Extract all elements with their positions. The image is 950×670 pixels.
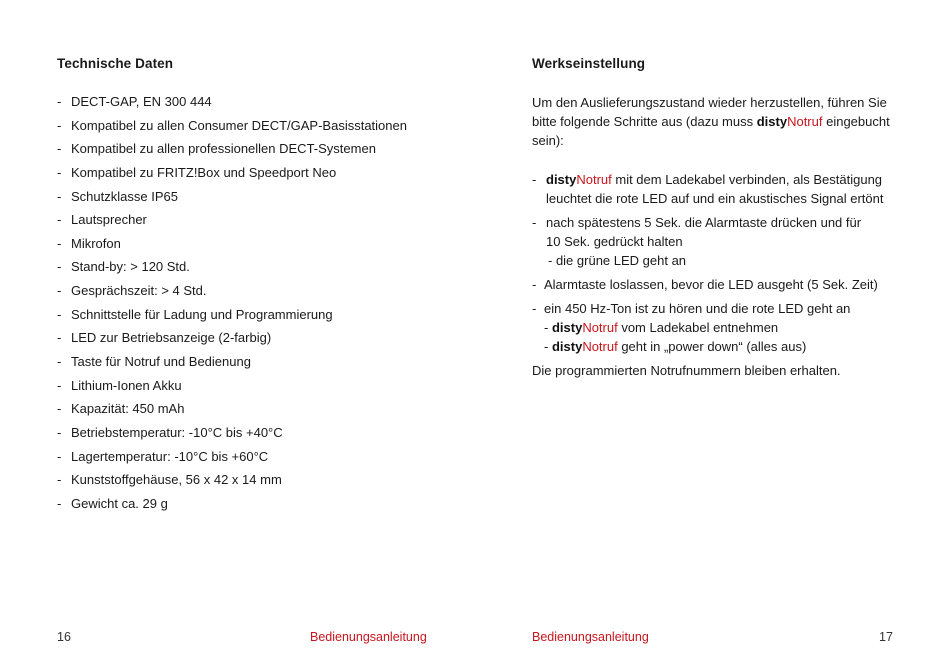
spec-item: [57, 140, 407, 164]
bullet-dash: -: [532, 301, 537, 316]
bullet-dash: -: [57, 117, 62, 133]
step-4-line-1: ein 450 Hz-Ton ist zu hören und die rote LED geht an: [544, 301, 851, 316]
spec-item: [57, 495, 407, 519]
step-1: [532, 170, 897, 208]
spec-item: [57, 258, 407, 282]
bullet-dash: -: [57, 306, 62, 322]
bullet-dash: -: [57, 354, 62, 370]
spec-text: Gesprächszeit: > 4 Std.: [71, 283, 207, 299]
bullet-dash: -: [57, 495, 62, 511]
spec-text: Stand-by: > 120 Std.: [71, 259, 190, 275]
spec-text: Kapazität: 450 mAh: [71, 401, 185, 417]
spec-item: [57, 164, 407, 188]
bullet-dash: -: [57, 188, 62, 204]
spec-text: Lagertemperatur: -10°C bis +60°C: [71, 448, 269, 464]
brand-disty: disty: [551, 339, 583, 354]
bullet-dash: -: [57, 94, 62, 109]
spec-item: [57, 306, 407, 330]
brand-disty: disty: [756, 114, 788, 129]
brand-notruf: Notruf: [582, 320, 618, 335]
sub-dash: -: [544, 339, 549, 354]
brand-disty: disty: [551, 320, 583, 335]
spec-item: [57, 377, 407, 401]
spec-item: [57, 400, 407, 424]
bullet-dash: -: [532, 172, 537, 187]
running-title-left: Bedienungsanleitung: [310, 630, 427, 644]
spec-text: DECT-GAP, EN 300 444: [71, 94, 212, 109]
step-4-sub-1-text: vom Ladekabel entnehmen: [617, 320, 779, 335]
spec-text: Gewicht ca. 29 g: [71, 495, 168, 511]
bullet-dash: -: [57, 401, 62, 417]
spec-text: Betriebstemperatur: -10°C bis +40°C: [71, 424, 283, 440]
bullet-dash: -: [532, 215, 537, 230]
spec-text: Kompatibel zu allen professionellen DECT-Systemen: [71, 141, 376, 157]
factory-settings-heading: Werkseinstellung: [532, 56, 646, 71]
bullet-dash: -: [57, 424, 62, 440]
bullet-dash: -: [57, 377, 62, 393]
technical-data-list: [57, 93, 407, 519]
intro-text-end: eingebucht sein):: [532, 114, 890, 148]
spec-text: Kompatibel zu FRITZ!Box und Speedport Neo: [71, 164, 337, 180]
bullet-dash: -: [57, 448, 62, 464]
intro-text-start: Um den Auslieferungszustand wieder herzustellen, führen Sie bitte folgende Schritte aus (dazu muss: [532, 95, 887, 129]
spec-item: [57, 471, 407, 495]
step-4-sub-2: [532, 337, 897, 356]
spec-text: Mikrofon: [71, 235, 121, 251]
step-2-line-1: nach spätestens 5 Sek. die Alarmtaste drücken und für: [546, 215, 862, 230]
spec-text: Lautsprecher: [71, 212, 147, 228]
bullet-dash: -: [532, 277, 537, 292]
spec-item: [57, 235, 407, 259]
step-2: [532, 213, 897, 270]
bullet-dash: -: [57, 259, 62, 275]
step-3-line-1: Alarmtaste loslassen, bevor die LED ausgeht (5 Sek. Zeit): [544, 277, 878, 292]
step-1-line-2: leuchtet die rote LED auf und ein akustisches Signal ertönt: [546, 191, 884, 206]
bullet-dash: -: [57, 330, 62, 346]
bullet-dash: -: [57, 283, 62, 299]
right-page: [475, 0, 950, 670]
step-1-line-1: mit dem Ladekabel verbinden, als Bestätigung: [611, 172, 883, 187]
bullet-dash: -: [57, 164, 62, 180]
page-number-left: 16: [57, 630, 71, 644]
spec-item: [57, 448, 407, 472]
spec-item: [57, 353, 407, 377]
spec-text: Lithium-Ionen Akku: [71, 377, 182, 393]
bullet-dash: -: [57, 141, 62, 157]
spec-item: [57, 93, 407, 117]
spec-text: Kunststoffgehäuse, 56 x 42 x 14 mm: [71, 472, 282, 488]
page-number-right: 17: [879, 630, 893, 644]
spec-text: Schnittstelle für Ladung und Programmierung: [71, 306, 333, 322]
spec-item: [57, 188, 407, 212]
spec-item: [57, 329, 407, 353]
step-4: [532, 299, 897, 356]
bullet-dash: -: [57, 235, 62, 251]
step-4-sub-1: [532, 318, 897, 337]
closing-note: Die programmierten Notrufnummern bleiben erhalten.: [532, 363, 841, 378]
step-3: [532, 275, 897, 294]
brand-notruf: Notruf: [787, 114, 823, 129]
spec-text: LED zur Betriebsanzeige (2-farbig): [71, 330, 272, 346]
reset-steps: [532, 170, 897, 380]
brand-notruf: Notruf: [582, 339, 618, 354]
step-4-sub-2-text: geht in „power down“ (alles aus): [617, 339, 807, 354]
step-2-line-2: 10 Sek. gedrückt halten: [546, 234, 683, 249]
spec-item: [57, 117, 407, 141]
bullet-dash: -: [57, 212, 62, 228]
brand-name: [757, 114, 823, 129]
technical-data-heading: Technische Daten: [57, 56, 174, 71]
spec-text: Kompatibel zu allen Consumer DECT/GAP-Basisstationen: [71, 117, 407, 133]
brand-disty: disty: [546, 172, 577, 187]
intro-paragraph: [532, 93, 892, 150]
spec-item: [57, 211, 407, 235]
step-2-sub: - die grüne LED geht an: [548, 253, 687, 268]
sub-dash: -: [544, 320, 549, 335]
spec-item: [57, 282, 407, 306]
spec-item: [57, 424, 407, 448]
brand-notruf: Notruf: [576, 172, 612, 187]
spec-text: Taste für Notruf und Bedienung: [71, 354, 251, 370]
bullet-dash: -: [57, 472, 62, 488]
running-title-right: Bedienungsanleitung: [532, 630, 649, 644]
spec-text: Schutzklasse IP65: [71, 188, 178, 204]
